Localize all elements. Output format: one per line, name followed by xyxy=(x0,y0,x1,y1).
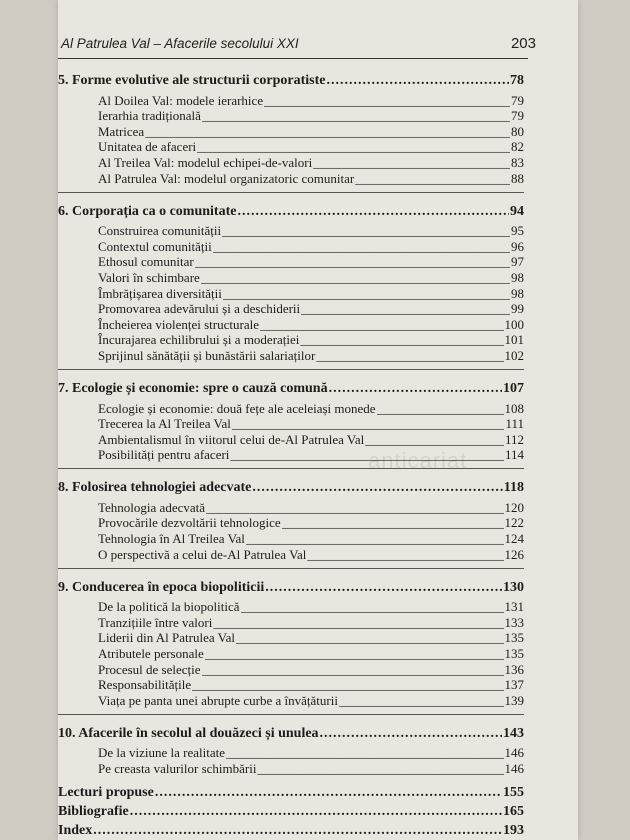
section-entry-label: Îmbrățișarea diversității xyxy=(98,285,222,301)
section-entry xyxy=(58,615,524,631)
dot-leader xyxy=(377,401,504,417)
section-entry-label: Provocările dezvoltării tehnologice xyxy=(98,515,281,531)
dot-leader xyxy=(192,677,503,693)
section-entry-label: Ecologie și economie: două fețe ale aceleiași monede xyxy=(98,400,376,416)
section-entry xyxy=(58,155,524,171)
section-entry-label: Pe creasta valurilor schimbării xyxy=(98,761,257,776)
section-entry-page: 88 xyxy=(511,170,524,186)
end-matter-entry-label: Index xyxy=(58,823,93,838)
dot-leader xyxy=(320,726,502,742)
section-entry-page: 136 xyxy=(504,661,524,677)
dot-leader xyxy=(213,239,510,255)
chapter-entry-page: 118 xyxy=(503,480,524,496)
section-entry xyxy=(58,531,524,547)
section-entry xyxy=(58,547,524,563)
section-entry-page: 100 xyxy=(504,316,524,332)
section-entry-page: 99 xyxy=(511,301,524,317)
dot-leader xyxy=(265,580,502,596)
section-entry xyxy=(58,255,524,271)
section-entry-label: Construirea comunității xyxy=(98,223,222,239)
end-matter-entry xyxy=(58,801,524,820)
section-entry-label: Trecerea la Al Treilea Val xyxy=(98,416,231,432)
section-entry-label: Încheierea violenței structurale xyxy=(98,316,259,332)
chapter-entry-label: 6. Corporația ca o comunitate xyxy=(58,203,237,219)
end-matter-entry-page: 193 xyxy=(503,823,524,838)
section-entry xyxy=(58,93,524,109)
section-entry xyxy=(58,600,524,616)
end-matter-entry-label: Bibliografie xyxy=(58,804,129,819)
section-entry-page: 137 xyxy=(504,677,524,693)
section-entry-page: 82 xyxy=(511,139,524,155)
chapter-entry-label: 8. Folosirea tehnologiei adecvate xyxy=(58,480,252,496)
section-entry-page: 114 xyxy=(504,447,524,463)
section-entry xyxy=(58,317,524,333)
dot-leader xyxy=(241,599,504,615)
section-entry xyxy=(58,631,524,647)
section-entry-label: Viața pe panta unei abrupte curbe a învățăturii xyxy=(98,692,338,708)
chapter-entry xyxy=(58,378,524,397)
section-entry xyxy=(58,448,524,464)
section-entry-page: 98 xyxy=(511,269,524,285)
section-entry xyxy=(58,140,524,156)
chapter-entry-label: 7. Ecologie și economie: spre o cauză comună xyxy=(58,380,328,396)
dot-leader xyxy=(316,348,503,364)
dot-leader xyxy=(260,317,504,333)
section-entry-label: Al Doilea Val: modele ierarhice xyxy=(98,92,264,108)
section-entry-page: 139 xyxy=(504,692,524,708)
dot-leader xyxy=(230,447,504,463)
dot-leader xyxy=(201,270,510,286)
section-entry-label: Tehnologia în Al Treilea Val xyxy=(98,531,245,547)
section-entry-page: 133 xyxy=(504,614,524,630)
dot-leader xyxy=(93,823,502,839)
toc-chapter xyxy=(58,378,524,469)
toc-chapter xyxy=(58,477,524,568)
section-entry xyxy=(58,270,524,286)
chapter-entry-page: 78 xyxy=(510,73,524,88)
dot-leader xyxy=(202,662,504,678)
book-page xyxy=(58,0,578,840)
section-entry-label: Al Patrulea Val: modelul organizatoric comunitar xyxy=(98,170,355,186)
section-entry xyxy=(58,124,524,140)
section-entry xyxy=(58,646,524,662)
section-entry xyxy=(58,678,524,694)
section-entry-label: Al Treilea Val: modelul echipei-de-valori xyxy=(98,154,313,170)
chapter-entry-label: 5. Forme evolutive ale structurii corporatiste xyxy=(58,73,326,88)
section-entry-page: 131 xyxy=(504,599,524,615)
section-entry xyxy=(58,500,524,516)
running-header xyxy=(58,34,536,59)
section-entry-page: 83 xyxy=(511,154,524,170)
section-entry-page: 126 xyxy=(504,546,524,562)
section-entry-page: 112 xyxy=(504,431,524,447)
section-entry-page: 124 xyxy=(504,531,524,547)
section-entry xyxy=(58,333,524,349)
dot-leader xyxy=(365,432,504,448)
table-of-contents xyxy=(58,70,524,839)
section-entry xyxy=(58,516,524,532)
section-entry xyxy=(58,432,524,448)
section-entry xyxy=(58,401,524,417)
dot-leader xyxy=(301,301,510,317)
section-entry-label: Ambientalismul în viitorul celui de-Al Patrulea Val xyxy=(98,431,365,447)
section-entry xyxy=(58,761,524,777)
section-entry-label: Contextul comunității xyxy=(98,238,212,254)
section-entry-label: Procesul de selecție xyxy=(98,661,201,677)
section-entry xyxy=(58,693,524,709)
section-entry xyxy=(58,662,524,678)
section-entry-label: Sprijinul sănătății și bunăstării salariaților xyxy=(98,347,316,363)
dot-leader xyxy=(264,93,510,109)
section-entry-label: Promovarea adevărului și a deschiderii xyxy=(98,301,301,317)
section-entry xyxy=(58,109,524,125)
section-entry-label: Tranzițiile între valori xyxy=(98,614,213,630)
section-entry-page: 108 xyxy=(504,400,524,416)
section-entry xyxy=(58,239,524,255)
section-entry-page: 146 xyxy=(504,761,524,776)
chapter-entry xyxy=(58,577,524,596)
section-entry-label: Matricea xyxy=(98,123,145,139)
end-matter-entry xyxy=(58,820,524,839)
section-entry-page: 79 xyxy=(511,92,524,108)
dot-leader xyxy=(300,332,503,348)
end-matter-entry-page: 155 xyxy=(503,785,524,800)
section-entry-label: De la politică la biopolitică xyxy=(98,599,240,615)
section-entry-label: O perspectivă a celui de-Al Patrulea Val xyxy=(98,546,307,562)
dot-leader xyxy=(282,515,504,531)
chapter-entry-page: 107 xyxy=(503,380,524,396)
chapter-entry xyxy=(58,201,524,220)
dot-leader xyxy=(339,693,504,709)
section-entry-page: 120 xyxy=(504,499,524,515)
section-entry-page: 102 xyxy=(504,347,524,363)
section-entry-page: 98 xyxy=(511,285,524,301)
dot-leader xyxy=(236,630,504,646)
dot-leader xyxy=(205,646,504,662)
chapter-entry-label: 10. Afacerile în secolul al douăzeci și unulea xyxy=(58,725,319,741)
section-entry-page: 95 xyxy=(511,223,524,239)
section-entry-page: 80 xyxy=(511,123,524,139)
page-number: 203 xyxy=(510,35,536,52)
section-entry-label: Încurajarea echilibrului și a moderației xyxy=(98,332,300,348)
section-entry-label: De la viziune la realitate xyxy=(98,745,226,761)
section-entry-label: Valori în schimbare xyxy=(98,269,200,285)
dot-leader xyxy=(252,480,502,496)
chapter-entry xyxy=(58,70,524,89)
section-entry xyxy=(58,171,524,187)
section-entry-page: 97 xyxy=(511,254,524,270)
chapter-entry xyxy=(58,723,524,742)
watermark: anticariat xyxy=(368,448,468,473)
toc-chapter xyxy=(58,201,524,370)
section-entry-label: Ierarhia tradițională xyxy=(98,108,201,124)
section-entry-page: 96 xyxy=(511,238,524,254)
toc-chapter xyxy=(58,723,524,782)
dot-leader xyxy=(222,223,510,239)
section-entry-label: Tehnologia adecvată xyxy=(98,499,206,515)
section-entry-page: 135 xyxy=(504,646,524,662)
chapter-entry xyxy=(58,477,524,496)
dot-leader xyxy=(206,500,503,516)
section-entry-page: 79 xyxy=(511,108,524,124)
section-entry xyxy=(58,302,524,318)
dot-leader xyxy=(257,761,503,777)
dot-leader xyxy=(307,547,503,563)
dot-leader xyxy=(226,745,503,761)
end-matter-entry xyxy=(58,782,524,801)
section-entry-page: 101 xyxy=(504,332,524,348)
section-entry-label: Atributele personale xyxy=(98,646,204,662)
dot-leader xyxy=(155,785,502,801)
dot-leader xyxy=(246,531,504,547)
running-title: Al Patrulea Val – Afacerile secolului XXI xyxy=(61,36,299,51)
section-entry xyxy=(58,286,524,302)
section-entry xyxy=(58,224,524,240)
section-entry-page: 135 xyxy=(504,630,524,646)
section-entry xyxy=(58,746,524,762)
dot-leader xyxy=(145,124,510,140)
dot-leader xyxy=(223,286,510,302)
section-entry-label: Posibilități pentru afaceri xyxy=(98,447,230,463)
section-entry-page: 111 xyxy=(505,416,524,432)
section-entry xyxy=(58,348,524,364)
end-matter-entry-page: 165 xyxy=(503,804,524,819)
dot-leader xyxy=(326,73,509,89)
chapter-entry-page: 130 xyxy=(503,579,524,595)
dot-leader xyxy=(237,204,509,220)
chapter-entry-page: 143 xyxy=(503,725,524,741)
chapter-entry-label: 9. Conducerea în epoca biopoliticii xyxy=(58,579,265,595)
chapter-entry-page: 94 xyxy=(510,203,524,219)
dot-leader xyxy=(197,139,510,155)
dot-leader xyxy=(329,381,502,397)
dot-leader xyxy=(195,254,510,270)
dot-leader xyxy=(213,615,503,631)
end-matter-entry-label: Lecturi propuse xyxy=(58,785,154,800)
dot-leader xyxy=(232,416,505,432)
section-entry-label: Ethosul comunitar xyxy=(98,254,194,270)
dot-leader xyxy=(313,155,510,171)
toc-chapter xyxy=(58,577,524,715)
section-entry-label: Unitatea de afaceri xyxy=(98,139,197,155)
section-entry xyxy=(58,417,524,433)
dot-leader xyxy=(202,108,510,124)
section-entry-label: Liderii din Al Patrulea Val xyxy=(98,630,235,646)
section-entry-page: 122 xyxy=(504,515,524,531)
dot-leader xyxy=(130,804,502,820)
section-entry-page: 146 xyxy=(504,745,524,761)
section-entry-label: Responsabilitățile xyxy=(98,677,192,693)
dot-leader xyxy=(355,171,510,187)
toc-chapter xyxy=(58,70,524,193)
